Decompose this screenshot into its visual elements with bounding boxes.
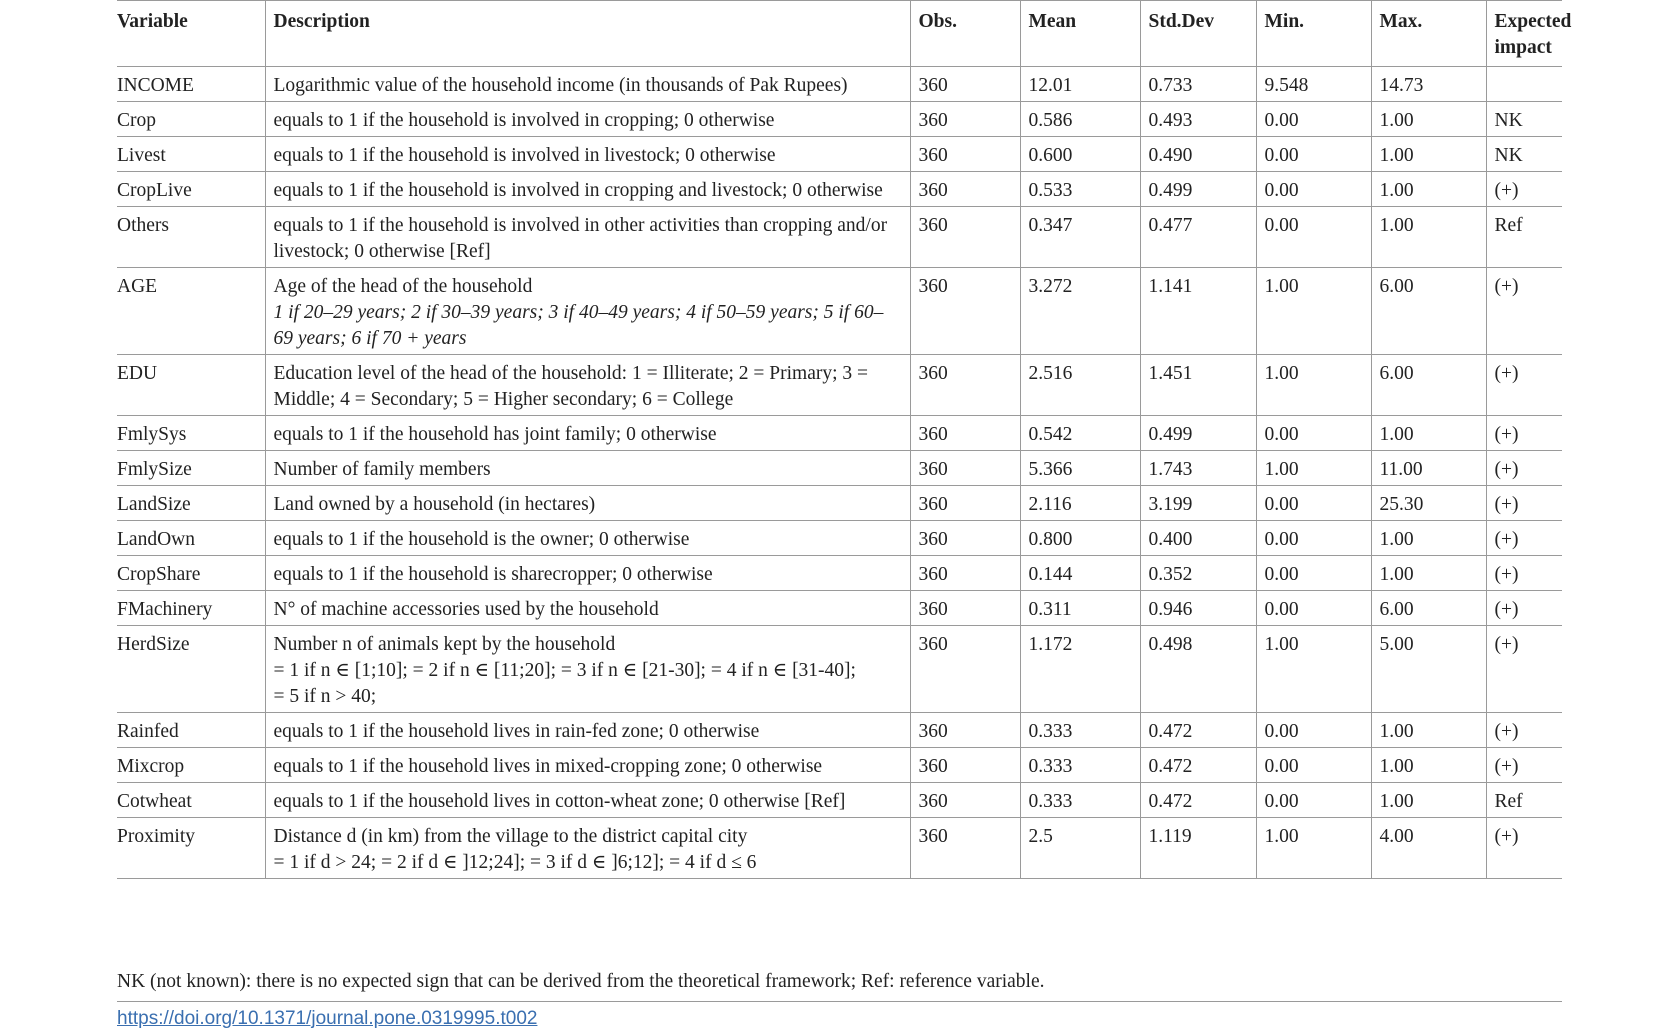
cell-description: [265, 556, 910, 591]
cell-std-dev: 0.472: [1140, 713, 1256, 748]
cell-mean: 0.144: [1020, 556, 1140, 591]
cell-std-dev: 1.743: [1140, 451, 1256, 486]
cell-mean: 5.366: [1020, 451, 1140, 486]
cell-expected-impact: (+): [1486, 626, 1562, 713]
cell-min: 0.00: [1256, 102, 1371, 137]
cell-std-dev: 0.352: [1140, 556, 1256, 591]
cell-expected-impact: (+): [1486, 172, 1562, 207]
cell-obs: 360: [910, 486, 1020, 521]
cell-std-dev: 0.400: [1140, 521, 1256, 556]
cell-description: [265, 137, 910, 172]
cell-description: [265, 451, 910, 486]
description-line: Logarithmic value of the household income (in thousands of Pak Rupees): [273, 75, 848, 96]
cell-variable: FMachinery: [117, 599, 213, 620]
cell-obs: 360: [910, 416, 1020, 451]
cell-variable: INCOME: [117, 75, 194, 96]
cell-min: 0.00: [1256, 521, 1371, 556]
table-row: [117, 486, 1562, 521]
cell-expected-impact: NK: [1486, 102, 1562, 137]
table-row: [117, 67, 1562, 102]
cell-description: [265, 713, 910, 748]
cell-std-dev: 0.472: [1140, 748, 1256, 783]
cell-expected-impact: (+): [1486, 713, 1562, 748]
cell-max: 1.00: [1371, 556, 1486, 591]
cell-obs: 360: [910, 591, 1020, 626]
table-row: [117, 355, 1562, 416]
cell-mean: 0.333: [1020, 748, 1140, 783]
cell-max: 1.00: [1371, 713, 1486, 748]
description-line: equals to 1 if the household lives in rain-fed zone; 0 otherwise: [273, 721, 760, 742]
cell-max: 6.00: [1371, 355, 1486, 416]
cell-obs: 360: [910, 626, 1020, 713]
cell-max: 14.73: [1371, 67, 1486, 102]
header-std-dev: Std.Dev: [1140, 1, 1256, 67]
table-row: [117, 521, 1562, 556]
cell-max: 1.00: [1371, 416, 1486, 451]
table-row: [117, 416, 1562, 451]
cell-expected-impact: (+): [1486, 818, 1562, 879]
cell-std-dev: 3.199: [1140, 486, 1256, 521]
cell-std-dev: 1.451: [1140, 355, 1256, 416]
description-line: Distance d (in km) from the village to the district capital city: [273, 826, 748, 847]
cell-max: 11.00: [1371, 451, 1486, 486]
cell-description: [265, 268, 910, 355]
cell-mean: 0.533: [1020, 172, 1140, 207]
description-line: equals to 1 if the household is sharecropper; 0 otherwise: [273, 564, 713, 585]
cell-mean: 2.116: [1020, 486, 1140, 521]
cell-max: 1.00: [1371, 172, 1486, 207]
cell-min: 0.00: [1256, 172, 1371, 207]
cell-mean: 0.347: [1020, 207, 1140, 268]
cell-mean: 0.333: [1020, 783, 1140, 818]
cell-description: [265, 355, 910, 416]
description-line: equals to 1 if the household is involved in livestock; 0 otherwise: [273, 145, 776, 166]
header-max: Max.: [1371, 1, 1486, 67]
table-row: [117, 713, 1562, 748]
cell-mean: 0.600: [1020, 137, 1140, 172]
cell-variable: Proximity: [117, 826, 196, 847]
cell-description: [265, 626, 910, 713]
cell-mean: 0.800: [1020, 521, 1140, 556]
description-line: Age of the head of the household: [273, 276, 533, 297]
table-container: [117, 0, 1572, 879]
cell-obs: 360: [910, 783, 1020, 818]
description-line: equals to 1 if the household lives in cotton-wheat zone; 0 otherwise [Ref]: [273, 791, 846, 812]
cell-description: [265, 486, 910, 521]
description-line: Number n of animals kept by the household: [273, 634, 616, 655]
cell-variable: LandOwn: [117, 529, 195, 550]
cell-std-dev: 1.141: [1140, 268, 1256, 355]
cell-obs: 360: [910, 67, 1020, 102]
cell-expected-impact: (+): [1486, 451, 1562, 486]
cell-expected-impact: (+): [1486, 416, 1562, 451]
cell-expected-impact: (+): [1486, 591, 1562, 626]
cell-obs: 360: [910, 748, 1020, 783]
cell-variable: Livest: [117, 145, 166, 166]
cell-mean: 0.333: [1020, 713, 1140, 748]
cell-expected-impact: (+): [1486, 268, 1562, 355]
cell-expected-impact: Ref: [1486, 207, 1562, 268]
cell-mean: 2.516: [1020, 355, 1140, 416]
description-line: equals to 1 if the household is involved in cropping and livestock; 0 otherwise: [273, 180, 883, 201]
cell-min: 1.00: [1256, 626, 1371, 713]
cell-max: 6.00: [1371, 268, 1486, 355]
cell-description: [265, 67, 910, 102]
table-body: [117, 67, 1562, 879]
cell-variable: CropShare: [117, 564, 201, 585]
cell-variable: FmlySize: [117, 459, 192, 480]
cell-mean: 0.542: [1020, 416, 1140, 451]
cell-variable: CropLive: [117, 180, 192, 201]
cell-description: [265, 102, 910, 137]
cell-obs: 360: [910, 137, 1020, 172]
cell-max: 1.00: [1371, 137, 1486, 172]
cell-min: 0.00: [1256, 783, 1371, 818]
cell-variable: Mixcrop: [117, 756, 185, 777]
cell-obs: 360: [910, 556, 1020, 591]
description-line: Number of family members: [273, 459, 491, 480]
cell-obs: 360: [910, 268, 1020, 355]
cell-expected-impact: (+): [1486, 748, 1562, 783]
cell-variable: LandSize: [117, 494, 191, 515]
table-row: [117, 556, 1562, 591]
cell-min: 1.00: [1256, 451, 1371, 486]
descriptive-statistics-table: [117, 0, 1572, 879]
cell-max: 1.00: [1371, 783, 1486, 818]
table-row: [117, 748, 1562, 783]
description-line: equals to 1 if the household is involved in other activities than cropping and/or livestock; 0 otherwise [Ref]: [273, 215, 888, 262]
cell-std-dev: 1.119: [1140, 818, 1256, 879]
cell-expected-impact: [1486, 67, 1562, 102]
table-row: [117, 207, 1562, 268]
cell-variable: HerdSize: [117, 634, 190, 655]
cell-expected-impact: Ref: [1486, 783, 1562, 818]
cell-variable: Crop: [117, 110, 156, 131]
cell-description: [265, 416, 910, 451]
cell-min: 0.00: [1256, 748, 1371, 783]
cell-max: 6.00: [1371, 591, 1486, 626]
cell-std-dev: 0.946: [1140, 591, 1256, 626]
cell-mean: 2.5: [1020, 818, 1140, 879]
header-mean: Mean: [1020, 1, 1140, 67]
cell-min: 0.00: [1256, 486, 1371, 521]
table-row: [117, 102, 1562, 137]
cell-min: 0.00: [1256, 137, 1371, 172]
description-line: equals to 1 if the household is involved in cropping; 0 otherwise: [273, 110, 775, 131]
table-row: [117, 626, 1562, 713]
cell-std-dev: 0.499: [1140, 416, 1256, 451]
table-row: [117, 451, 1562, 486]
table-row: [117, 591, 1562, 626]
description-line: equals to 1 if the household lives in mixed-cropping zone; 0 otherwise: [273, 756, 823, 777]
cell-variable: Others: [117, 215, 169, 236]
cell-expected-impact: NK: [1486, 137, 1562, 172]
cell-obs: 360: [910, 355, 1020, 416]
cell-variable: AGE: [117, 276, 158, 297]
description-line: 1 if 20–29 years; 2 if 30–39 years; 3 if 40–49 years; 4 if 50–59 years; 5 if 60–69 years; 6 if 70 + years: [273, 302, 884, 349]
header-obs: Obs.: [910, 1, 1020, 67]
cell-variable: EDU: [117, 363, 158, 384]
table-row: [117, 783, 1562, 818]
cell-description: [265, 818, 910, 879]
cell-min: 9.548: [1256, 67, 1371, 102]
header-variable: Variable: [117, 11, 188, 32]
cell-min: 1.00: [1256, 355, 1371, 416]
header-expected-impact: Expected impact: [1486, 1, 1562, 67]
description-line: = 1 if d > 24; = 2 if d ∈ ]12;24]; = 3 if d ∈ ]6;12]; = 4 if d ≤ 6: [273, 852, 757, 873]
header-description: Description: [265, 1, 910, 67]
cell-min: 1.00: [1256, 268, 1371, 355]
cell-description: [265, 207, 910, 268]
cell-expected-impact: (+): [1486, 556, 1562, 591]
cell-std-dev: 0.493: [1140, 102, 1256, 137]
description-line: equals to 1 if the household has joint family; 0 otherwise: [273, 424, 717, 445]
cell-mean: 1.172: [1020, 626, 1140, 713]
description-line: Education level of the head of the household: 1 = Illiterate; 2 = Primary; 3 = Middle; 4 = Secondary; 5 = Higher secondary; 6 = College: [273, 363, 869, 410]
cell-max: 1.00: [1371, 207, 1486, 268]
cell-description: [265, 521, 910, 556]
cell-min: 0.00: [1256, 713, 1371, 748]
cell-mean: 0.586: [1020, 102, 1140, 137]
header-min: Min.: [1256, 1, 1371, 67]
cell-min: 0.00: [1256, 416, 1371, 451]
cell-std-dev: 0.472: [1140, 783, 1256, 818]
table-row: [117, 137, 1562, 172]
description-line: equals to 1 if the household is the owner; 0 otherwise: [273, 529, 690, 550]
cell-obs: 360: [910, 818, 1020, 879]
description-line: Land owned by a household (in hectares): [273, 494, 596, 515]
cell-min: 0.00: [1256, 556, 1371, 591]
description-line: = 5 if n > 40;: [273, 686, 377, 707]
cell-max: 4.00: [1371, 818, 1486, 879]
cell-min: 1.00: [1256, 818, 1371, 879]
cell-mean: 3.272: [1020, 268, 1140, 355]
header-row: [117, 1, 1562, 67]
table-row: [117, 818, 1562, 879]
cell-variable: FmlySys: [117, 424, 187, 445]
cell-obs: 360: [910, 102, 1020, 137]
table-footnote: NK (not known): there is no expected sign that can be derived from the theoretical framework; Ref: reference variable.: [117, 969, 1562, 1002]
cell-std-dev: 0.499: [1140, 172, 1256, 207]
cell-variable: Rainfed: [117, 721, 179, 742]
cell-expected-impact: (+): [1486, 355, 1562, 416]
cell-obs: 360: [910, 207, 1020, 268]
cell-max: 1.00: [1371, 748, 1486, 783]
cell-mean: 12.01: [1020, 67, 1140, 102]
cell-obs: 360: [910, 172, 1020, 207]
cell-std-dev: 0.477: [1140, 207, 1256, 268]
cell-mean: 0.311: [1020, 591, 1140, 626]
cell-max: 1.00: [1371, 521, 1486, 556]
cell-min: 0.00: [1256, 207, 1371, 268]
cell-expected-impact: (+): [1486, 521, 1562, 556]
cell-obs: 360: [910, 521, 1020, 556]
table-row: [117, 172, 1562, 207]
description-line: = 1 if n ∈ [1;10]; = 2 if n ∈ [11;20]; = 3 if n ∈ [21-30]; = 4 if n ∈ [31-40];: [273, 660, 856, 681]
cell-min: 0.00: [1256, 591, 1371, 626]
cell-std-dev: 0.733: [1140, 67, 1256, 102]
cell-description: [265, 591, 910, 626]
cell-std-dev: 0.490: [1140, 137, 1256, 172]
cell-variable: Cotwheat: [117, 791, 192, 812]
cell-expected-impact: (+): [1486, 486, 1562, 521]
cell-description: [265, 748, 910, 783]
cell-obs: 360: [910, 713, 1020, 748]
cell-description: [265, 172, 910, 207]
cell-max: 5.00: [1371, 626, 1486, 713]
cell-description: [265, 783, 910, 818]
cell-max: 25.30: [1371, 486, 1486, 521]
table-row: [117, 268, 1562, 355]
cell-std-dev: 0.498: [1140, 626, 1256, 713]
description-line: N° of machine accessories used by the household: [273, 599, 659, 620]
cell-obs: 360: [910, 451, 1020, 486]
doi-link[interactable]: https://doi.org/10.1371/journal.pone.0319995.t002: [117, 1008, 538, 1029]
cell-max: 1.00: [1371, 102, 1486, 137]
